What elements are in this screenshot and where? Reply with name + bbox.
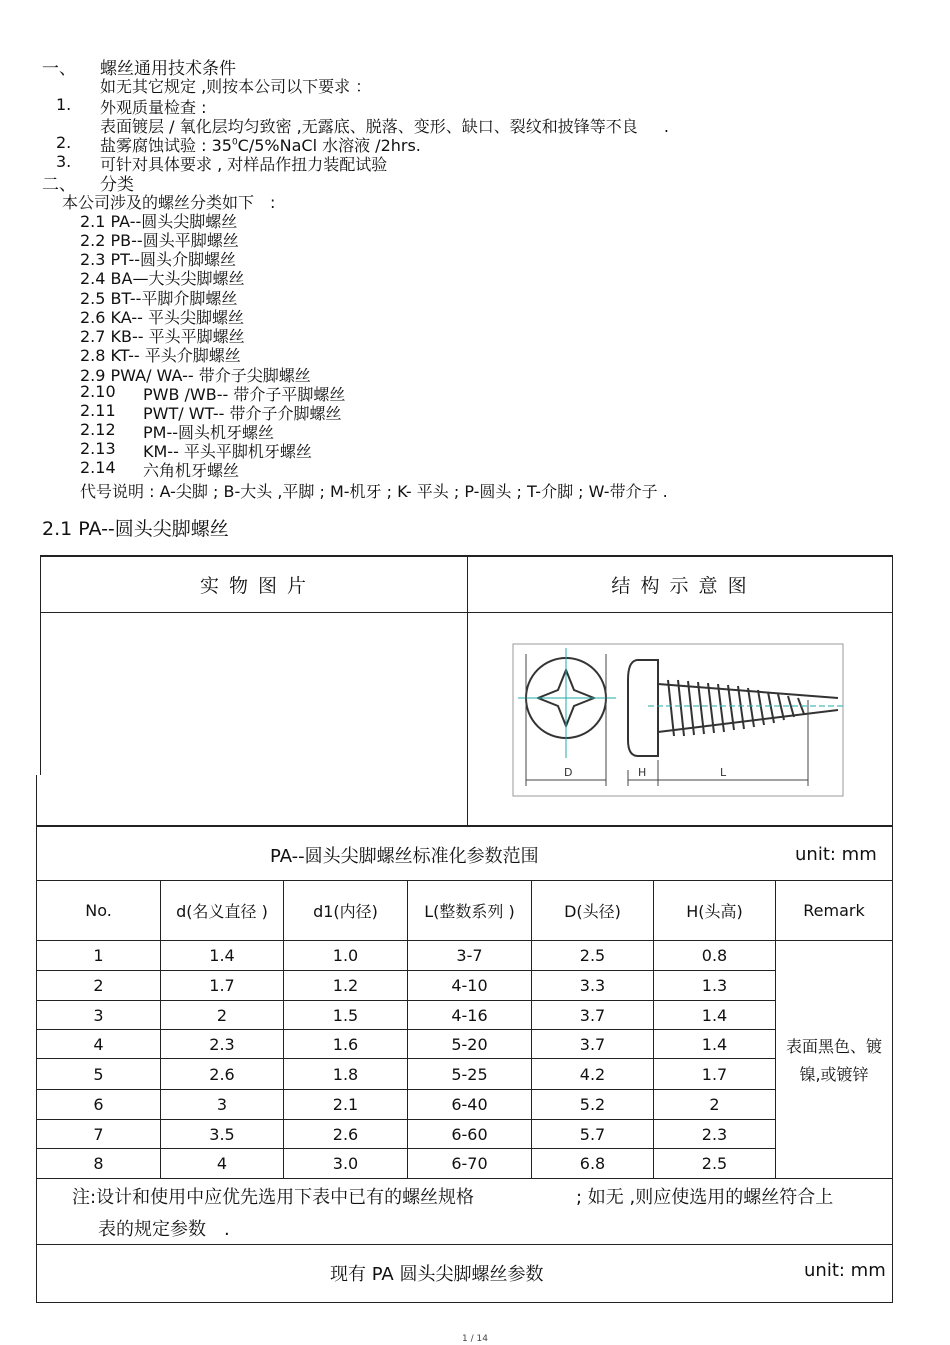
- column-header: d1(内径): [313, 902, 378, 921]
- category-item: 2.8 KT-- 平头介脚螺丝: [80, 346, 241, 365]
- table-border: [36, 1244, 892, 1245]
- category-item: 2.9 PWA/ WA-- 带介子尖脚螺丝: [80, 366, 311, 385]
- table-cell: 2.5: [701, 1154, 728, 1173]
- category-item: 2.5 BT--平脚介脚螺丝: [80, 289, 238, 308]
- category-item: PWT/ WT-- 带介子介脚螺丝: [143, 404, 342, 423]
- table-cell: 6-70: [451, 1154, 488, 1173]
- table-cell: 4.2: [579, 1064, 606, 1084]
- item1-text: 外观质量检查 :: [100, 98, 207, 117]
- existing-table-unit: unit: mm: [804, 1260, 886, 1281]
- item3-text: 可针对具体要求 , 对样品作扭力装配试验: [100, 155, 388, 174]
- item1-number: 1.: [56, 95, 72, 114]
- table-cell: 3: [216, 1095, 228, 1114]
- dim-label-d: D: [564, 766, 573, 779]
- table-cell: 5.2: [579, 1095, 606, 1114]
- category-item: 2.6 KA-- 平头尖脚螺丝: [80, 308, 244, 327]
- table-border: [40, 612, 892, 613]
- column-header: d(名义直径 ): [176, 902, 268, 921]
- table-cell: 6.8: [579, 1154, 606, 1173]
- dim-label-h: H: [638, 766, 647, 779]
- table-cell: 6: [93, 1095, 104, 1114]
- category-number: 2.11: [80, 401, 116, 420]
- table-cell: 2: [93, 976, 104, 995]
- table-cell: 8: [93, 1154, 104, 1173]
- table-cell: 1.5: [332, 1005, 359, 1025]
- note-line-2: 表的规定参数 .: [98, 1219, 230, 1240]
- item2-number: 2.: [56, 133, 72, 152]
- table-cell: 2.5: [579, 946, 606, 965]
- section2-title: 分类: [100, 175, 134, 195]
- category-item: 2.4 BA—大头尖脚螺丝: [80, 269, 245, 288]
- table-cell: 5-25: [451, 1064, 488, 1084]
- table-cell: 1.3: [701, 976, 728, 995]
- table-cell: 2: [216, 1005, 228, 1025]
- table-border: [892, 825, 893, 1303]
- category-item: 2.7 KB-- 平头平脚螺丝: [80, 327, 245, 346]
- note-line-1a: 注:设计和使用中应优先选用下表中已有的螺丝规格: [72, 1187, 475, 1208]
- category-item: PM--圆头机牙螺丝: [143, 423, 275, 442]
- note-line-1b: ; 如无 ,则应使选用的螺丝符合上: [576, 1187, 834, 1208]
- table-cell: 6-60: [451, 1124, 488, 1144]
- item3-number: 3.: [56, 152, 72, 171]
- param-table-title: PA--圆头尖脚螺丝标准化参数范围: [270, 846, 539, 867]
- dim-label-l: L: [720, 766, 727, 779]
- item2-text: 盐雾腐蚀试验 : $35^0C/5\%NaCl$ 水溶液 /2hrs.: [100, 136, 421, 155]
- table-border: [36, 775, 37, 827]
- table-cell: 2.6: [209, 1064, 235, 1084]
- screw-diagram-svg: [508, 640, 848, 800]
- section1-title: 螺丝通用技术条件: [100, 59, 236, 79]
- table-cell: 4: [93, 1034, 104, 1054]
- table-cell: 1.4: [701, 1005, 728, 1025]
- subheading: 2.1 PA--圆头尖脚螺丝: [42, 518, 229, 540]
- table-cell: 2.3: [701, 1124, 728, 1144]
- category-item: 六角机牙螺丝: [143, 461, 240, 480]
- table-cell: 1.7: [701, 1064, 728, 1084]
- category-number: 2.12: [80, 420, 116, 439]
- table-cell: 3.7: [579, 1005, 606, 1025]
- section1-number: 一、: [42, 59, 76, 79]
- table-cell: 7: [93, 1124, 104, 1144]
- category-item: PWB /WB-- 带介子平脚螺丝: [143, 385, 346, 404]
- param-table-unit: unit: mm: [795, 844, 877, 865]
- table-cell: 1: [93, 946, 104, 965]
- table-cell: 2.3: [209, 1034, 235, 1054]
- table-cell: 3.5: [209, 1124, 235, 1144]
- table-border: [892, 555, 893, 827]
- column-header: D(头径): [564, 902, 621, 921]
- screw-diagram: [508, 640, 848, 800]
- category-number: 2.10: [80, 382, 116, 401]
- table-cell: 0.8: [701, 946, 728, 965]
- table-border: [36, 1178, 892, 1179]
- table-cell: 1.4: [209, 946, 235, 965]
- diagram-column-header: 结 构 示 意 图: [611, 575, 749, 597]
- table-cell: 1.4: [701, 1034, 728, 1054]
- table-cell: 6-40: [451, 1095, 488, 1114]
- table-cell: 3.0: [332, 1154, 359, 1173]
- table-cell: 2.6: [332, 1124, 359, 1144]
- table-cell: 4-10: [451, 976, 488, 995]
- table-cell: 3.7: [579, 1034, 606, 1054]
- table-cell: 5-20: [451, 1034, 488, 1054]
- category-item: 2.1 PA--圆头尖脚螺丝: [80, 212, 238, 231]
- category-number: 2.13: [80, 439, 116, 458]
- column-header: L(整数系列 ): [424, 902, 515, 921]
- category-item: 2.2 PB--圆头平脚螺丝: [80, 231, 239, 250]
- existing-table-title: 现有 PA 圆头尖脚螺丝参数: [330, 1264, 544, 1285]
- category-item: KM-- 平头平脚机牙螺丝: [143, 442, 312, 461]
- table-cell: 4-16: [451, 1005, 488, 1025]
- remark-line-1: 表面黑色、镀: [785, 1036, 882, 1056]
- column-header: H(头高): [686, 902, 743, 921]
- page-number: 1 / 14: [462, 1334, 488, 1344]
- remark-line-2: 镍,或镀锌: [799, 1064, 869, 1084]
- table-cell: 3: [93, 1005, 104, 1025]
- photo-column-header: 实 物 图 片: [199, 575, 309, 597]
- table-cell: 4: [216, 1154, 228, 1173]
- table-cell: 1.2: [332, 976, 359, 995]
- table-cell: 1.7: [209, 976, 235, 995]
- category-item: 2.3 PT--圆头介脚螺丝: [80, 250, 237, 269]
- table-border: [36, 825, 892, 827]
- section2-number: 二、: [42, 175, 76, 195]
- table-border: [36, 1302, 892, 1303]
- table-cell: 1.0: [332, 946, 359, 965]
- table-cell: 5.7: [579, 1124, 606, 1144]
- table-cell: 2.1: [332, 1095, 359, 1114]
- table-cell: 1.8: [332, 1064, 359, 1084]
- table-cell: 5: [93, 1064, 104, 1084]
- section2-intro: 本公司涉及的螺丝分类如下 :: [62, 193, 276, 212]
- section1-intro: 如无其它规定 ,则按本公司以下要求 ：: [100, 77, 372, 96]
- category-number: 2.14: [80, 458, 116, 477]
- code-note: 代号说明 : A-尖脚 ; B-大头 ,平脚 ; M-机牙 ; K- 平头 ; P-圆头 ; T-介脚 ; W-带介子 .: [80, 482, 668, 501]
- column-header: No.: [85, 901, 112, 920]
- table-cell: 3.3: [579, 976, 606, 995]
- table-cell: 3-7: [456, 946, 483, 965]
- quality-detail: 表面镀层 / 氧化层均匀致密 ,无露底、脱落、变形、缺口、裂纹和披锋等不良 .: [100, 117, 669, 136]
- table-cell: 1.6: [332, 1034, 359, 1054]
- table-cell: 2: [709, 1095, 720, 1114]
- column-header: Remark: [803, 901, 865, 920]
